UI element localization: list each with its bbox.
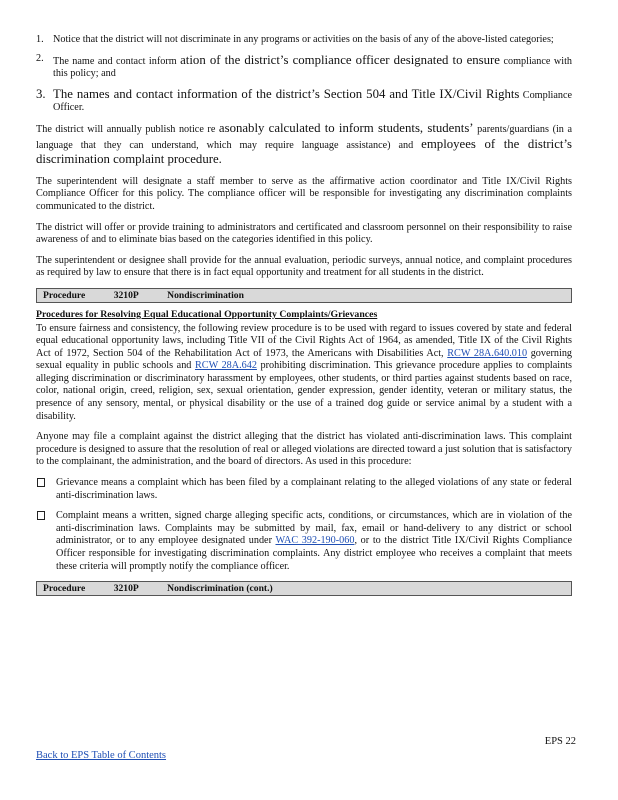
paragraph-anyone-may-file: Anyone may file a complaint against the district alleging that the district has violated anti-discrimination laws. This complaint procedure is designed to assure that the resolution of real or alleged violations are directed toward a just solution that is satisfactory to the complainant, the administration, and the board of directors. As used in this procedure: bbox=[36, 431, 572, 468]
procedure-label: Procedure bbox=[43, 583, 86, 595]
text-run: To ensure fairness and consistency, the following review procedure is to be used with regard to issues covered by state and federal equal educational opportunity laws, including Title VII of the Civil Rights Act of 1964, as amended, Title IX of the Civil Rights Act of 1972, Section 504 of the Rehabilitation Act of 1973, the Americans with Disabilities Act, bbox=[36, 322, 572, 359]
list-item bbox=[36, 510, 572, 573]
text-run: parents/guardians (in a language that they can understand, which may require language assistance) bbox=[36, 123, 572, 151]
procedure-title: Nondiscrimination bbox=[167, 289, 244, 301]
list-text-large: The names and contact information of the district’s Section 504 and Title IX/Civil Rights bbox=[53, 86, 520, 101]
text-run: and bbox=[398, 139, 414, 151]
notification-list bbox=[36, 34, 572, 115]
list-text: Notice that the district will not discriminate in any programs or activities on the basis of any of the above-listed categories; bbox=[53, 34, 554, 45]
text-run-large: asonably calculated to inform students, students’ bbox=[218, 120, 474, 135]
paragraph-training: The district will offer or provide training to administrators and certificated and classroom personnel on their responsibility to raise awareness of and to eliminate bias based on the categories identified in this policy. bbox=[36, 221, 572, 246]
text-run: prohibiting discrimination. This grievance procedure applies to complaints alleging discrimination or discriminatory harassment by employees, other students, or third parties against students based on race, color, national origin, creed, religion, sex, sexual orientation, gender expression, gender identity, veteran or military status, the presence of any sensory, mental, or physical disability or the use of a trained dog guide or service animal by a student with a disability. bbox=[36, 360, 572, 422]
procedure-code: 3210P bbox=[113, 583, 139, 595]
procedure-code: 3210P bbox=[113, 289, 139, 301]
text-run-large: employees of the district’s discrimination complaint procedure. bbox=[36, 136, 573, 167]
procedure-title: Nondiscrimination (cont.) bbox=[167, 583, 273, 595]
paragraph-superintendent: The superintendent will designate a staff member to serve as the affirmative action coordinator and Title IX/Civil Rights Compliance Officer for this policy. The compliance officer will be responsible for investigating any discrimination complaints communicated to the district. bbox=[36, 175, 572, 212]
list-number: 1. bbox=[36, 34, 44, 45]
text-run: , or to the district Title IX/Civil Rights Compliance Officer responsible for investigating discrimination complaints. Any district employee who receives a complaint that meets these criteria will promptly notify the compliance officer. bbox=[56, 535, 572, 572]
list-number: 3. bbox=[36, 86, 46, 101]
list-number: 2. bbox=[36, 52, 44, 64]
paragraph-annual-notice bbox=[36, 121, 572, 168]
wac-392-190-060-link[interactable]: WAC 392-190-060 bbox=[275, 535, 355, 547]
list-item bbox=[36, 87, 572, 115]
text-run: governing sexual equality in public schools and bbox=[36, 347, 573, 372]
definition-complaint: Complaint means a written, signed charge alleging specific acts, conditions, or circumstances, which are in violation of the anti-discrimination laws. Complaints may be submitted by mail, fax, email or hand-delivery to any district or school administrator, or to any employee designated under bbox=[56, 510, 572, 547]
list-item bbox=[36, 477, 572, 502]
text-run: The district will annually publish notice re bbox=[36, 123, 216, 135]
list-text: Compliance Officer. bbox=[53, 89, 573, 114]
document-body bbox=[36, 34, 572, 602]
list-text: compliance with this policy; and bbox=[53, 55, 573, 80]
rcw-28a-642-link[interactable]: RCW 28A.642 bbox=[194, 360, 257, 372]
list-item bbox=[36, 34, 572, 47]
page-number: EPS 22 bbox=[544, 736, 576, 747]
back-to-table-of-contents-link[interactable]: Back to EPS Table of Contents bbox=[36, 750, 167, 761]
rcw-28a-640-010-link[interactable]: RCW 28A.640.010 bbox=[447, 347, 528, 359]
list-text-large: ation of the district’s compliance officer designated to ensure bbox=[180, 52, 500, 67]
paragraph-evaluation: The superintendent or designee shall provide for the annual evaluation, periodic surveys, annual notice, and complaint procedures as required by law to ensure that there is in fact equal opportunity and treatment for all students in the district. bbox=[36, 254, 572, 279]
procedure-label: Procedure bbox=[43, 289, 86, 301]
list-item bbox=[36, 53, 572, 81]
procedure-header-bar-continued bbox=[36, 581, 572, 596]
square-bullet-icon bbox=[37, 511, 45, 520]
procedure-header-bar bbox=[36, 288, 572, 303]
paragraph-review-procedure bbox=[36, 323, 572, 424]
procedures-heading: Procedures for Resolving Equal Educational Opportunity Complaints/Grievances bbox=[36, 308, 378, 320]
definition-grievance: Grievance means a complaint which has been filed by a complainant relating to the alleged violations of any state or federal anti-discrimination laws. bbox=[56, 477, 572, 501]
square-bullet-icon bbox=[37, 478, 45, 487]
list-text: The name and contact inform bbox=[53, 55, 177, 67]
definitions-list bbox=[36, 477, 572, 573]
